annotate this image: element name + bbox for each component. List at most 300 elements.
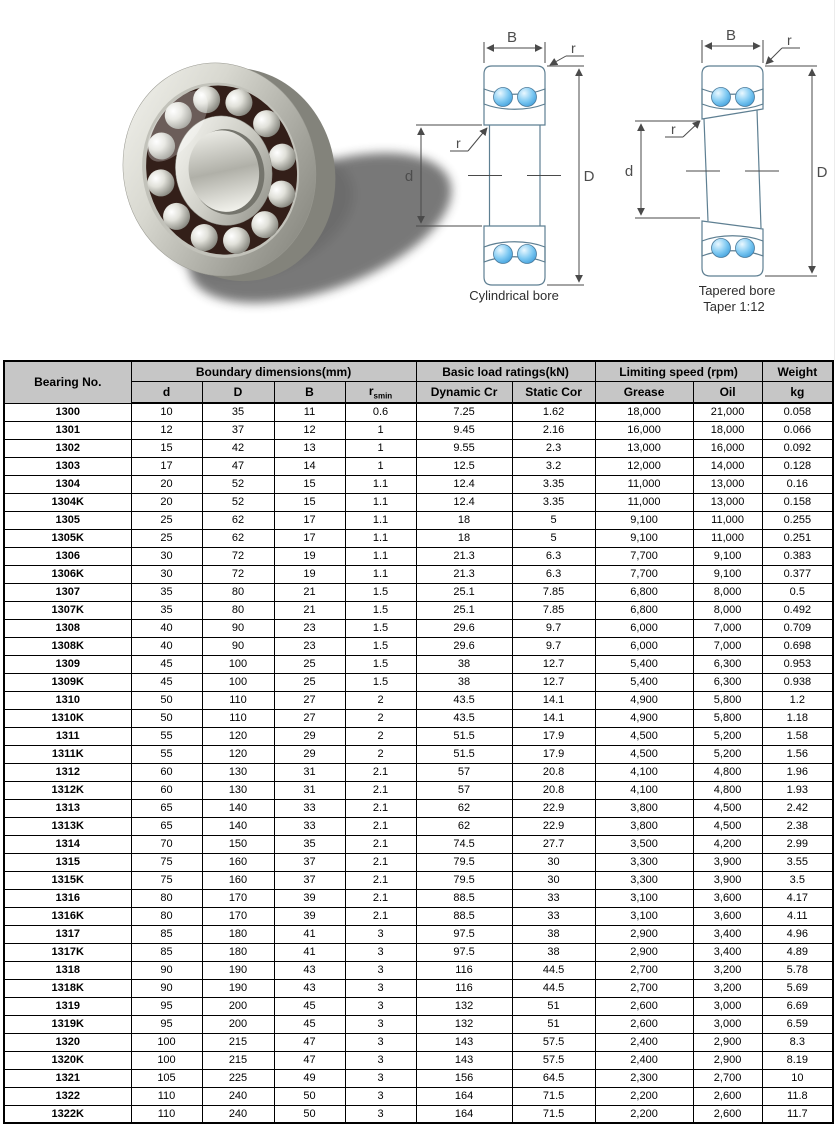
cell-D: 225 bbox=[202, 1069, 274, 1087]
cell-kg: 2.38 bbox=[762, 817, 833, 835]
col-header-oil: Oil bbox=[693, 382, 762, 404]
cell-kg: 0.16 bbox=[762, 475, 833, 493]
dim-label-B: B bbox=[725, 27, 737, 44]
cell-kg: 10 bbox=[762, 1069, 833, 1087]
cell-bearing-no: 1318 bbox=[4, 961, 131, 979]
cell-static-cor: 12.7 bbox=[512, 673, 595, 691]
table-row bbox=[4, 727, 833, 745]
cell-B: 19 bbox=[274, 547, 345, 565]
cell-kg: 4.17 bbox=[762, 889, 833, 907]
cell-kg: 3.5 bbox=[762, 871, 833, 889]
cell-static-cor: 3.2 bbox=[512, 457, 595, 475]
cell-rsmin: 1.1 bbox=[345, 547, 416, 565]
cell-kg: 0.698 bbox=[762, 637, 833, 655]
table-row bbox=[4, 745, 833, 763]
cell-rsmin: 2.1 bbox=[345, 781, 416, 799]
cell-static-cor: 30 bbox=[512, 853, 595, 871]
cell-B: 21 bbox=[274, 583, 345, 601]
cell-static-cor: 3.35 bbox=[512, 493, 595, 511]
cell-bearing-no: 1309K bbox=[4, 673, 131, 691]
cell-grease: 3,300 bbox=[595, 871, 693, 889]
cell-rsmin: 1 bbox=[345, 421, 416, 439]
cell-dynamic-cr: 43.5 bbox=[416, 709, 512, 727]
table-row bbox=[4, 1015, 833, 1033]
cell-D: 180 bbox=[202, 943, 274, 961]
hero-graphic bbox=[0, 0, 835, 360]
cell-grease: 2,900 bbox=[595, 925, 693, 943]
cell-oil: 4,500 bbox=[693, 799, 762, 817]
cell-bearing-no: 1314 bbox=[4, 835, 131, 853]
cell-kg: 1.58 bbox=[762, 727, 833, 745]
cell-oil: 11,000 bbox=[693, 511, 762, 529]
cell-D: 62 bbox=[202, 529, 274, 547]
cell-grease: 5,400 bbox=[595, 673, 693, 691]
cell-kg: 0.709 bbox=[762, 619, 833, 637]
table-row bbox=[4, 619, 833, 637]
table-row bbox=[4, 511, 833, 529]
table-row bbox=[4, 1069, 833, 1087]
cell-oil: 13,000 bbox=[693, 493, 762, 511]
table-row bbox=[4, 655, 833, 673]
cell-B: 49 bbox=[274, 1069, 345, 1087]
cell-grease: 3,100 bbox=[595, 907, 693, 925]
col-group-weight: Weight bbox=[762, 361, 833, 382]
cell-static-cor: 14.1 bbox=[512, 691, 595, 709]
cell-static-cor: 71.5 bbox=[512, 1087, 595, 1105]
cell-d: 50 bbox=[131, 691, 202, 709]
cell-dynamic-cr: 143 bbox=[416, 1033, 512, 1051]
cell-bearing-no: 1310K bbox=[4, 709, 131, 727]
cell-B: 27 bbox=[274, 691, 345, 709]
cell-rsmin: 1 bbox=[345, 457, 416, 475]
cell-bearing-no: 1319K bbox=[4, 1015, 131, 1033]
cell-grease: 2,400 bbox=[595, 1051, 693, 1069]
table-row bbox=[4, 925, 833, 943]
cell-B: 47 bbox=[274, 1033, 345, 1051]
col-header-static-cor: Static Cor bbox=[512, 382, 595, 404]
cell-grease: 11,000 bbox=[595, 493, 693, 511]
cell-D: 110 bbox=[202, 709, 274, 727]
cell-D: 130 bbox=[202, 763, 274, 781]
cell-rsmin: 2.1 bbox=[345, 817, 416, 835]
cell-D: 110 bbox=[202, 691, 274, 709]
cell-bearing-no: 1311 bbox=[4, 727, 131, 745]
cell-bearing-no: 1303 bbox=[4, 457, 131, 475]
cell-d: 40 bbox=[131, 637, 202, 655]
cell-oil: 3,600 bbox=[693, 907, 762, 925]
cell-bearing-no: 1312 bbox=[4, 763, 131, 781]
cell-B: 33 bbox=[274, 799, 345, 817]
table-row bbox=[4, 439, 833, 457]
cell-oil: 21,000 bbox=[693, 403, 762, 421]
cell-dynamic-cr: 156 bbox=[416, 1069, 512, 1087]
cell-D: 200 bbox=[202, 1015, 274, 1033]
cell-d: 100 bbox=[131, 1033, 202, 1051]
cell-oil: 4,800 bbox=[693, 781, 762, 799]
cell-d: 35 bbox=[131, 601, 202, 619]
cell-static-cor: 14.1 bbox=[512, 709, 595, 727]
cell-oil: 2,600 bbox=[693, 1105, 762, 1123]
cell-oil: 4,800 bbox=[693, 763, 762, 781]
col-header-d: d bbox=[131, 382, 202, 404]
cell-B: 43 bbox=[274, 979, 345, 997]
cell-D: 180 bbox=[202, 925, 274, 943]
table-row bbox=[4, 1087, 833, 1105]
cell-dynamic-cr: 38 bbox=[416, 655, 512, 673]
hero-svg bbox=[0, 0, 835, 360]
cell-oil: 2,600 bbox=[693, 1087, 762, 1105]
table-row bbox=[4, 583, 833, 601]
cell-B: 15 bbox=[274, 493, 345, 511]
cell-dynamic-cr: 116 bbox=[416, 979, 512, 997]
cell-kg: 2.99 bbox=[762, 835, 833, 853]
cell-dynamic-cr: 116 bbox=[416, 961, 512, 979]
cell-B: 37 bbox=[274, 871, 345, 889]
cell-dynamic-cr: 9.55 bbox=[416, 439, 512, 457]
cell-dynamic-cr: 62 bbox=[416, 799, 512, 817]
cell-B: 21 bbox=[274, 601, 345, 619]
cell-kg: 0.383 bbox=[762, 547, 833, 565]
cell-static-cor: 20.8 bbox=[512, 763, 595, 781]
cell-dynamic-cr: 12.4 bbox=[416, 475, 512, 493]
col-header-kg: kg bbox=[762, 382, 833, 404]
col-group-basic-load-ratings: Basic load ratings(kN) bbox=[416, 361, 595, 382]
cell-D: 35 bbox=[202, 403, 274, 421]
cell-D: 240 bbox=[202, 1105, 274, 1123]
cell-bearing-no: 1319 bbox=[4, 997, 131, 1015]
cell-static-cor: 64.5 bbox=[512, 1069, 595, 1087]
cell-kg: 4.11 bbox=[762, 907, 833, 925]
cell-kg: 8.19 bbox=[762, 1051, 833, 1069]
cell-oil: 5,200 bbox=[693, 727, 762, 745]
bearing-spec-table bbox=[3, 360, 834, 1124]
cell-B: 17 bbox=[274, 511, 345, 529]
cell-D: 140 bbox=[202, 799, 274, 817]
cell-d: 105 bbox=[131, 1069, 202, 1087]
col-header-B: B bbox=[274, 382, 345, 404]
cell-dynamic-cr: 74.5 bbox=[416, 835, 512, 853]
cell-oil: 5,800 bbox=[693, 709, 762, 727]
col-header-rsmin: $r_{smin}$ bbox=[345, 382, 416, 404]
table-row bbox=[4, 1051, 833, 1069]
cell-static-cor: 51 bbox=[512, 1015, 595, 1033]
cell-static-cor: 33 bbox=[512, 889, 595, 907]
cell-kg: 5.69 bbox=[762, 979, 833, 997]
cell-bearing-no: 1305 bbox=[4, 511, 131, 529]
cell-D: 215 bbox=[202, 1051, 274, 1069]
cell-kg: 4.96 bbox=[762, 925, 833, 943]
cell-static-cor: 6.3 bbox=[512, 565, 595, 583]
cell-d: 30 bbox=[131, 565, 202, 583]
cell-rsmin: 2 bbox=[345, 745, 416, 763]
cell-grease: 16,000 bbox=[595, 421, 693, 439]
cell-static-cor: 22.9 bbox=[512, 817, 595, 835]
cell-bearing-no: 1317 bbox=[4, 925, 131, 943]
cell-grease: 4,500 bbox=[595, 745, 693, 763]
cell-d: 80 bbox=[131, 907, 202, 925]
cell-B: 11 bbox=[274, 403, 345, 421]
cell-dynamic-cr: 79.5 bbox=[416, 853, 512, 871]
cell-dynamic-cr: 88.5 bbox=[416, 907, 512, 925]
cell-static-cor: 7.85 bbox=[512, 601, 595, 619]
cell-grease: 4,500 bbox=[595, 727, 693, 745]
cell-dynamic-cr: 51.5 bbox=[416, 727, 512, 745]
cell-oil: 9,100 bbox=[693, 565, 762, 583]
cell-dynamic-cr: 57 bbox=[416, 763, 512, 781]
cell-D: 80 bbox=[202, 601, 274, 619]
cell-d: 45 bbox=[131, 673, 202, 691]
cell-kg: 6.69 bbox=[762, 997, 833, 1015]
cell-B: 39 bbox=[274, 889, 345, 907]
cell-bearing-no: 1317K bbox=[4, 943, 131, 961]
cell-static-cor: 27.7 bbox=[512, 835, 595, 853]
cell-static-cor: 33 bbox=[512, 907, 595, 925]
cell-d: 85 bbox=[131, 943, 202, 961]
diagram-tapered-bore bbox=[625, 27, 828, 314]
cell-dynamic-cr: 25.1 bbox=[416, 601, 512, 619]
cell-bearing-no: 1313K bbox=[4, 817, 131, 835]
cell-B: 33 bbox=[274, 817, 345, 835]
table-row bbox=[4, 475, 833, 493]
cell-d: 20 bbox=[131, 493, 202, 511]
cell-static-cor: 5 bbox=[512, 529, 595, 547]
cell-oil: 8,000 bbox=[693, 601, 762, 619]
cell-d: 70 bbox=[131, 835, 202, 853]
cell-static-cor: 6.3 bbox=[512, 547, 595, 565]
cell-static-cor: 44.5 bbox=[512, 979, 595, 997]
cell-dynamic-cr: 51.5 bbox=[416, 745, 512, 763]
cell-bearing-no: 1305K bbox=[4, 529, 131, 547]
cell-oil: 18,000 bbox=[693, 421, 762, 439]
table-row bbox=[4, 763, 833, 781]
table-row bbox=[4, 961, 833, 979]
cell-oil: 5,200 bbox=[693, 745, 762, 763]
cell-rsmin: 3 bbox=[345, 943, 416, 961]
col-header-D: D bbox=[202, 382, 274, 404]
cell-rsmin: 1.1 bbox=[345, 529, 416, 547]
cell-static-cor: 20.8 bbox=[512, 781, 595, 799]
table-row bbox=[4, 979, 833, 997]
cell-static-cor: 12.7 bbox=[512, 655, 595, 673]
col-group-boundary-dimensions: Boundary dimensions(mm) bbox=[131, 361, 416, 382]
cell-d: 110 bbox=[131, 1105, 202, 1123]
cell-d: 95 bbox=[131, 1015, 202, 1033]
cell-d: 35 bbox=[131, 583, 202, 601]
cell-rsmin: 1.1 bbox=[345, 511, 416, 529]
cell-d: 55 bbox=[131, 745, 202, 763]
cell-static-cor: 3.35 bbox=[512, 475, 595, 493]
cell-d: 25 bbox=[131, 529, 202, 547]
cell-oil: 7,000 bbox=[693, 619, 762, 637]
cell-bearing-no: 1316 bbox=[4, 889, 131, 907]
cell-grease: 7,700 bbox=[595, 547, 693, 565]
cell-B: 37 bbox=[274, 853, 345, 871]
cell-d: 65 bbox=[131, 817, 202, 835]
cell-dynamic-cr: 97.5 bbox=[416, 943, 512, 961]
cell-oil: 3,200 bbox=[693, 979, 762, 997]
cell-oil: 3,200 bbox=[693, 961, 762, 979]
cell-bearing-no: 1310 bbox=[4, 691, 131, 709]
cell-static-cor: 22.9 bbox=[512, 799, 595, 817]
cell-D: 72 bbox=[202, 547, 274, 565]
cell-rsmin: 3 bbox=[345, 1015, 416, 1033]
cell-bearing-no: 1300 bbox=[4, 403, 131, 421]
cell-static-cor: 9.7 bbox=[512, 619, 595, 637]
cell-kg: 1.56 bbox=[762, 745, 833, 763]
cell-rsmin: 2 bbox=[345, 709, 416, 727]
cell-oil: 6,300 bbox=[693, 655, 762, 673]
table-row bbox=[4, 1105, 833, 1123]
cell-D: 200 bbox=[202, 997, 274, 1015]
cell-oil: 3,600 bbox=[693, 889, 762, 907]
cell-rsmin: 1.5 bbox=[345, 601, 416, 619]
cell-B: 50 bbox=[274, 1105, 345, 1123]
cell-oil: 2,700 bbox=[693, 1069, 762, 1087]
cell-bearing-no: 1308 bbox=[4, 619, 131, 637]
cell-bearing-no: 1313 bbox=[4, 799, 131, 817]
cell-grease: 9,100 bbox=[595, 529, 693, 547]
cell-grease: 3,100 bbox=[595, 889, 693, 907]
cell-D: 80 bbox=[202, 583, 274, 601]
cell-dynamic-cr: 18 bbox=[416, 529, 512, 547]
cell-d: 95 bbox=[131, 997, 202, 1015]
cell-kg: 6.59 bbox=[762, 1015, 833, 1033]
cell-rsmin: 0.6 bbox=[345, 403, 416, 421]
cell-rsmin: 1.5 bbox=[345, 655, 416, 673]
cell-d: 60 bbox=[131, 763, 202, 781]
cell-kg: 5.78 bbox=[762, 961, 833, 979]
table-row bbox=[4, 799, 833, 817]
table-row bbox=[4, 637, 833, 655]
cell-bearing-no: 1302 bbox=[4, 439, 131, 457]
cell-bearing-no: 1320 bbox=[4, 1033, 131, 1051]
diagram-caption: Taper 1:12 bbox=[703, 299, 765, 314]
cell-rsmin: 2.1 bbox=[345, 835, 416, 853]
table-row bbox=[4, 529, 833, 547]
cell-dynamic-cr: 9.45 bbox=[416, 421, 512, 439]
cell-bearing-no: 1306K bbox=[4, 565, 131, 583]
table-row bbox=[4, 691, 833, 709]
table-row bbox=[4, 817, 833, 835]
cell-B: 12 bbox=[274, 421, 345, 439]
cell-static-cor: 57.5 bbox=[512, 1051, 595, 1069]
cell-dynamic-cr: 18 bbox=[416, 511, 512, 529]
cell-static-cor: 2.16 bbox=[512, 421, 595, 439]
cell-D: 52 bbox=[202, 475, 274, 493]
cell-D: 160 bbox=[202, 853, 274, 871]
cell-bearing-no: 1309 bbox=[4, 655, 131, 673]
cell-B: 29 bbox=[274, 727, 345, 745]
dim-label-d: d bbox=[404, 168, 414, 185]
cell-kg: 1.18 bbox=[762, 709, 833, 727]
cell-grease: 11,000 bbox=[595, 475, 693, 493]
cell-rsmin: 2.1 bbox=[345, 799, 416, 817]
cell-oil: 3,900 bbox=[693, 853, 762, 871]
cell-dynamic-cr: 29.6 bbox=[416, 637, 512, 655]
cell-static-cor: 30 bbox=[512, 871, 595, 889]
cell-static-cor: 1.62 bbox=[512, 403, 595, 421]
table-row bbox=[4, 889, 833, 907]
cell-oil: 9,100 bbox=[693, 547, 762, 565]
cell-bearing-no: 1315 bbox=[4, 853, 131, 871]
cell-rsmin: 2.1 bbox=[345, 889, 416, 907]
cell-dynamic-cr: 132 bbox=[416, 997, 512, 1015]
cell-B: 31 bbox=[274, 781, 345, 799]
cell-D: 190 bbox=[202, 979, 274, 997]
cell-grease: 3,300 bbox=[595, 853, 693, 871]
col-header-grease: Grease bbox=[595, 382, 693, 404]
cell-static-cor: 51 bbox=[512, 997, 595, 1015]
cell-rsmin: 1 bbox=[345, 439, 416, 457]
table-row bbox=[4, 853, 833, 871]
cell-D: 72 bbox=[202, 565, 274, 583]
cell-dynamic-cr: 143 bbox=[416, 1051, 512, 1069]
dim-label-d: d bbox=[624, 163, 634, 180]
cell-B: 13 bbox=[274, 439, 345, 457]
cell-grease: 3,500 bbox=[595, 835, 693, 853]
cell-rsmin: 3 bbox=[345, 979, 416, 997]
cell-d: 90 bbox=[131, 961, 202, 979]
cell-kg: 0.058 bbox=[762, 403, 833, 421]
cell-static-cor: 2.3 bbox=[512, 439, 595, 457]
cell-d: 100 bbox=[131, 1051, 202, 1069]
cell-D: 42 bbox=[202, 439, 274, 457]
diagram-caption: Cylindrical bore bbox=[469, 288, 559, 303]
cell-dynamic-cr: 7.25 bbox=[416, 403, 512, 421]
cell-B: 19 bbox=[274, 565, 345, 583]
cell-dynamic-cr: 164 bbox=[416, 1087, 512, 1105]
cell-oil: 3,900 bbox=[693, 871, 762, 889]
table-body bbox=[4, 403, 833, 1123]
cell-static-cor: 71.5 bbox=[512, 1105, 595, 1123]
cell-D: 90 bbox=[202, 619, 274, 637]
cell-grease: 2,300 bbox=[595, 1069, 693, 1087]
cell-rsmin: 3 bbox=[345, 1069, 416, 1087]
cell-rsmin: 3 bbox=[345, 997, 416, 1015]
cell-grease: 2,900 bbox=[595, 943, 693, 961]
col-header-dynamic-cr: Dynamic Cr bbox=[416, 382, 512, 404]
dim-label-D: D bbox=[816, 164, 828, 181]
cell-d: 10 bbox=[131, 403, 202, 421]
cell-bearing-no: 1315K bbox=[4, 871, 131, 889]
cell-rsmin: 2.1 bbox=[345, 907, 416, 925]
cell-grease: 6,000 bbox=[595, 619, 693, 637]
cell-kg: 0.251 bbox=[762, 529, 833, 547]
cell-dynamic-cr: 12.4 bbox=[416, 493, 512, 511]
table-row bbox=[4, 871, 833, 889]
cell-d: 17 bbox=[131, 457, 202, 475]
cell-bearing-no: 1308K bbox=[4, 637, 131, 655]
cell-dynamic-cr: 29.6 bbox=[416, 619, 512, 637]
cell-rsmin: 3 bbox=[345, 1033, 416, 1051]
cell-grease: 2,700 bbox=[595, 961, 693, 979]
cell-D: 170 bbox=[202, 907, 274, 925]
cell-d: 75 bbox=[131, 871, 202, 889]
cell-B: 45 bbox=[274, 1015, 345, 1033]
cell-D: 37 bbox=[202, 421, 274, 439]
table-row bbox=[4, 835, 833, 853]
cell-d: 65 bbox=[131, 799, 202, 817]
cell-grease: 2,700 bbox=[595, 979, 693, 997]
cell-D: 90 bbox=[202, 637, 274, 655]
cell-rsmin: 2 bbox=[345, 727, 416, 745]
cell-kg: 0.953 bbox=[762, 655, 833, 673]
cell-grease: 6,800 bbox=[595, 583, 693, 601]
cell-D: 190 bbox=[202, 961, 274, 979]
cell-d: 40 bbox=[131, 619, 202, 637]
table-row bbox=[4, 565, 833, 583]
cell-bearing-no: 1304 bbox=[4, 475, 131, 493]
